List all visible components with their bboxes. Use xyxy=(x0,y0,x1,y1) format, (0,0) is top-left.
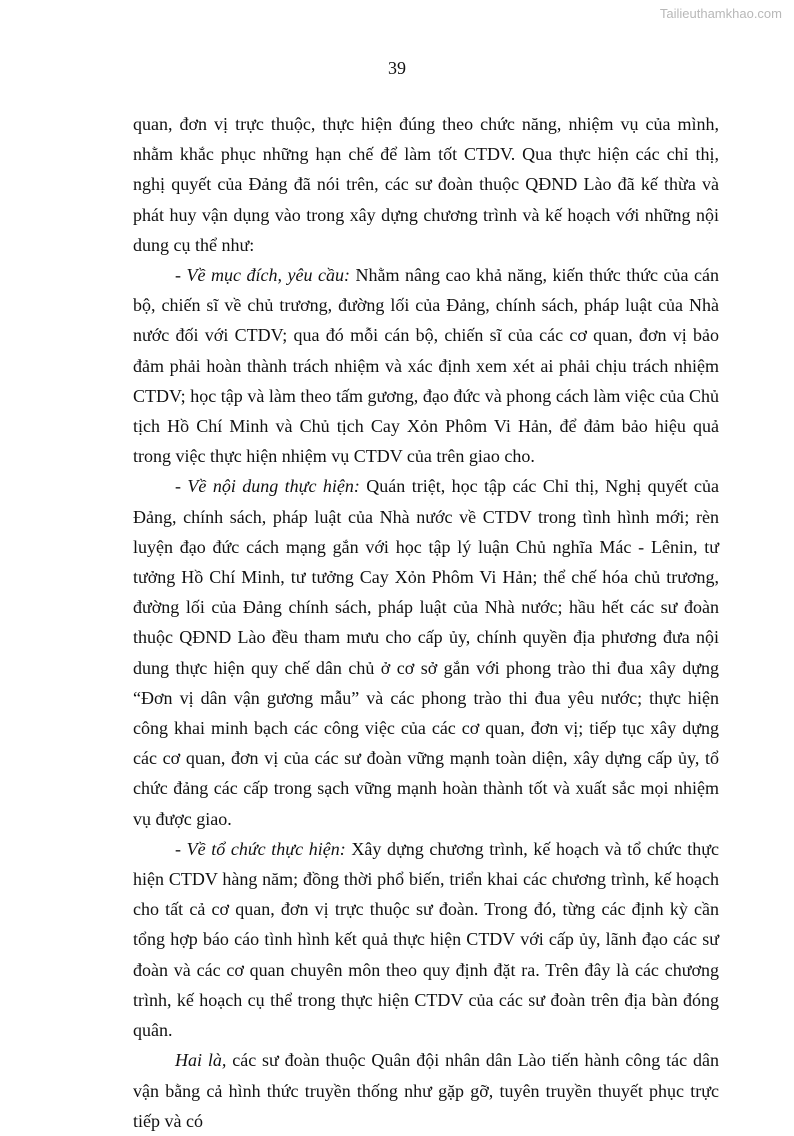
document-body xyxy=(133,109,719,1136)
paragraph-content xyxy=(133,471,719,833)
paragraph-purpose-text: Nhằm nâng cao khả năng, kiến thức thức của cán bộ, chiến sĩ về chủ trương, đường lối của Đảng, chính sách, pháp luật của Nhà nước đối với CTDV; qua đó mỗi cán bộ, chiến sĩ của các cơ quan, đơn vị bảo đảm phải hoàn thành trách nhiệm và xác định xem xét ai phải chịu trách nhiệm CTDV; học tập và làm theo tấm gương, đạo đức và phong cách làm việc của Chủ tịch Hồ Chí Minh và Chủ tịch Cay Xỏn Phôm Vi Hản, để đảm bảo hiệu quả trong việc thực hiện nhiệm vụ CTDV của trên giao cho. xyxy=(133,265,720,467)
page-number: 39 xyxy=(388,58,406,78)
paragraph-purpose xyxy=(133,260,719,471)
paragraph-content-lead: - Về nội dung thực hiện: xyxy=(175,476,360,497)
paragraph-second-text: các sư đoàn thuộc Quân đội nhân dân Lào tiến hành công tác dân vận bằng cả hình thức truyền thống như gặp gỡ, tuyên truyền thuyết phục trực tiếp và có xyxy=(133,1050,719,1131)
paragraph-second xyxy=(133,1045,719,1136)
paragraph-purpose-lead: - Về mục đích, yêu cầu: xyxy=(175,265,350,286)
paragraph-intro: quan, đơn vị trực thuộc, thực hiện đúng theo chức năng, nhiệm vụ của mình, nhằm khắc phục những hạn chế để làm tốt CTDV. Qua thực hiện các chỉ thị, nghị quyết của Đảng đã nói trên, các sư đoàn thuộc QĐND Lào đã kế thừa và phát huy vận dụng vào trong xây dựng chương trình và kế hoạch với những nội dung cụ thể như: xyxy=(133,114,719,255)
paragraph-organization-lead: - Về tổ chức thực hiện: xyxy=(175,838,346,859)
paragraph-second-lead: Hai là, xyxy=(175,1050,227,1071)
paragraph-content-text: Quán triệt, học tập các Chỉ thị, Nghị quyết của Đảng, chính sách, pháp luật của Nhà nước về CTDV trong tình hình mới; rèn luyện đạo đức cách mạng gắn với học tập lý luận Chủ nghĩa Mác - Lênin, tư tưởng Hồ Chí Minh, tư tưởng Cay Xỏn Phôm Vi Hản; thể chế hóa chủ trương, đường lối của Đảng chính sách, pháp luật của Nhà nước; hầu hết các sư đoàn thuộc QĐND Lào đều tham mưu cho cấp ủy, chính quyền địa phương đưa nội dung thực hiện quy chế dân chủ ở cơ sở gắn với phong trào thi đua xây dựng “Đơn vị dân vận gương mẫu” và các phong trào thi đua yêu nước; thực hiện công khai minh bạch các công việc của các cơ quan, đơn vị; tiếp tục xây dựng các cơ quan, đơn vị của các sư đoàn vững mạnh toàn diện, xây dựng cấp ủy, tổ chức đảng các cấp trong sạch vững mạnh hoàn thành tốt và xuất sắc mọi nhiệm vụ được giao. xyxy=(133,476,719,829)
watermark: Tailieuthamkhao.com xyxy=(659,6,782,21)
paragraph-organization xyxy=(133,834,719,1045)
paragraph-organization-text: Xây dựng chương trình, kế hoạch và tổ chức thực hiện CTDV hàng năm; đồng thời phổ biến, triển khai các chương trình, kế hoạch cho tất cả cơ quan, đơn vị trực thuộc sư đoàn. Trong đó, từng các định kỳ cần tổng hợp báo cáo tình hình kết quả thực hiện CTDV với cấp ủy, lãnh đạo các sư đoàn và các cơ quan chuyên môn theo quy định đặt ra. Trên đây là các chương trình, kế hoạch cụ thể trong thực hiện CTDV của các sư đoàn trên địa bàn đóng quân. xyxy=(133,838,719,1041)
